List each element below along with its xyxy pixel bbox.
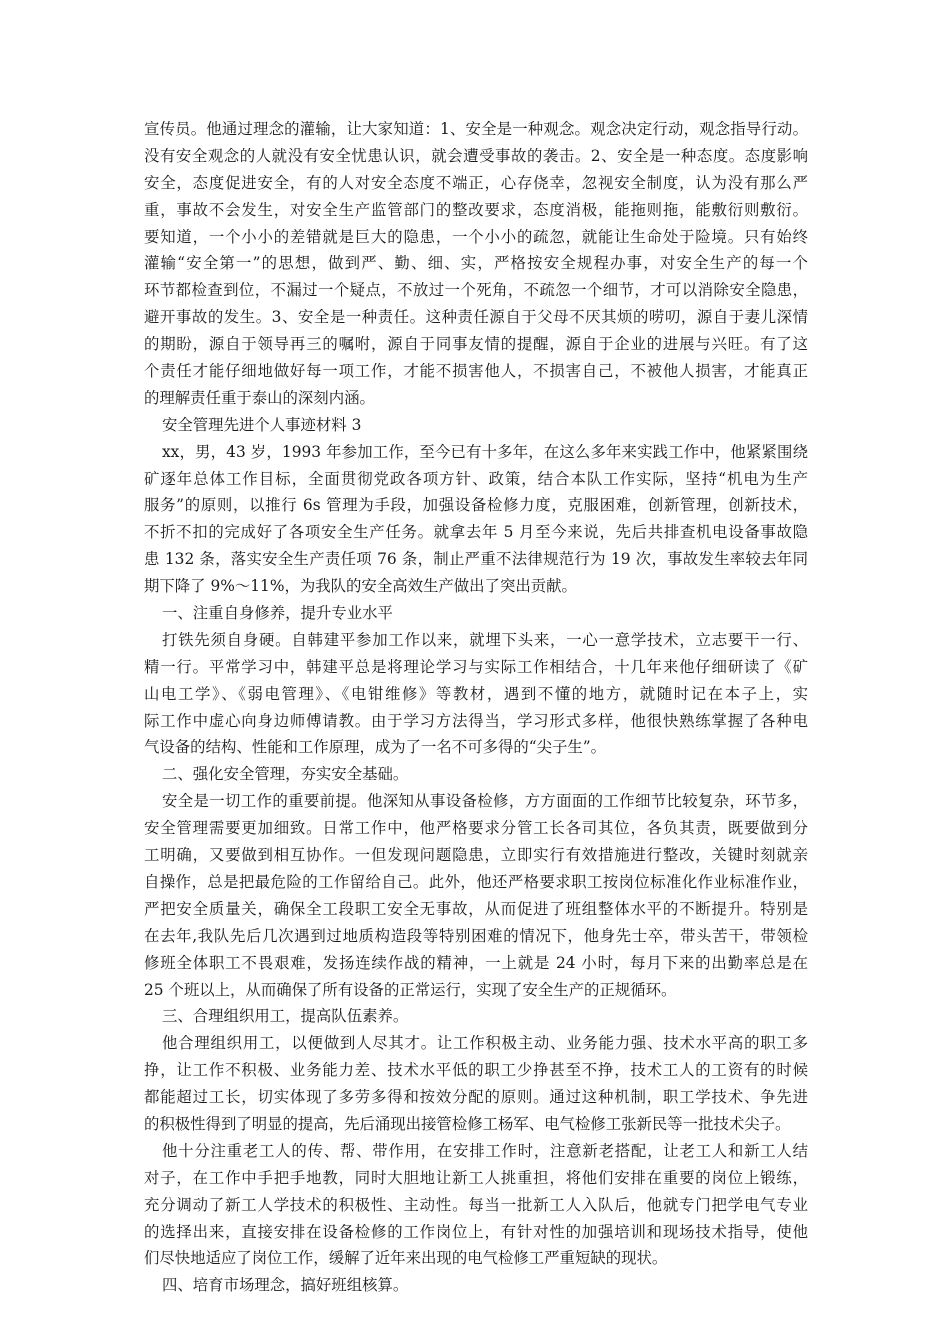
text-line: 没有安全观念的人就没有安全忧患认识，就会遭受事故的袭击。2、安全是一种态度。态度影响 xyxy=(144,146,808,165)
text-line: 的理解责任重于泰山的深刻内涵。 xyxy=(144,388,375,407)
text-line: 们尽快地适应了岗位工作，缓解了近年来出现的电气检修工严重短缺的现状。 xyxy=(144,1249,668,1268)
text-line: 充分调动了新工人学技术的积极性、主动性。每当一批新工人入队后，他就专门把学电气专业 xyxy=(144,1195,808,1214)
text-line: 个责任才能仔细地做好每一项工作，才能不损害他人，不损害自己，不被他人损害，才能真正 xyxy=(144,362,808,381)
text-line: 在去年,我队先后几次遇到过地质构造段等特别困难的情况下，他身先士卒，带头苦干，带领检 xyxy=(144,926,808,945)
text-line: 环节都检查到位，不漏过一个疑点，不放过一个死角，不疏忽一个细节，才可以消除安全隐患， xyxy=(144,281,808,300)
text-line: 安全管理先进个人事迹材料 3 xyxy=(162,415,362,434)
text-line: 对子，在工作中手把手地教，同时大胆地让新工人挑重担，将他们安排在重要的岗位上锻练， xyxy=(144,1168,808,1187)
text-line: 期下降了 9%～11%，为我队的安全高效生产做出了突出贡献。 xyxy=(144,577,577,596)
text-line: 修班全体职工不畏艰难，发扬连续作战的精神，一上就是 24 小时，每月下来的出勤率总是在 xyxy=(144,953,808,972)
text-line: 都能超过工长，切实体现了多劳多得和按效分配的原则。通过这种机制，职工学技术、争先进 xyxy=(144,1088,808,1107)
text-line: 服务”的原则，以推行 6s 管理为手段，加强设备检修力度，克服困难，创新管理，创新技术， xyxy=(144,496,808,515)
text-line: 矿逐年总体工作目标，全面贯彻党政各项方针、政策，结合本队工作实际，坚持“机电为生产 xyxy=(144,469,808,488)
text-line: 安全管理需要更加细致。日常工作中，他严格要求分管工长各司其位，各负其责，既要做到分 xyxy=(144,819,808,838)
text-line: 严把安全质量关，确保全工段职工安全无事故，从而促进了班组整体水平的不断提升。特别是 xyxy=(144,899,808,918)
text-line: 自操作，总是把最危险的工作留给自己。此外，他还严格要求职工按岗位标准化作业标准作业， xyxy=(144,872,808,891)
text-line: 山电工学》、《弱电管理》、《电钳维修》等教材，遇到不懂的地方，就随时记在本子上，实 xyxy=(144,684,808,703)
text-line: 工明确，又要做到相互协作。一但发现问题隐患，立即实行有效措施进行整改，关键时刻就亲 xyxy=(144,846,808,865)
text-line: 宣传员。他通过理念的灌输，让大家知道：1、安全是一种观念。观念决定行动，观念指导行动。 xyxy=(144,120,808,138)
text-line: 的选择出来，直接安排在设备检修的工作岗位上，有针对性的加强培训和现场技术指导，使他 xyxy=(144,1222,808,1241)
text-line: 二、强化安全管理，夯实安全基础。 xyxy=(162,765,409,784)
text-line: 25 个班以上，从而确保了所有设备的正常运行，实现了安全生产的正规循环。 xyxy=(144,980,677,999)
text-line: 患 132 条，落实安全生产责任项 76 条，制止严重不法律规范行为 19 次，事故发生率较去年同 xyxy=(144,550,808,569)
text-line: 气设备的结构、性能和工作原理，成为了一名不可多得的“尖子生”。 xyxy=(144,738,607,757)
document-page xyxy=(144,116,808,1299)
text-line: 四、培育市场理念，搞好班组核算。 xyxy=(162,1276,409,1295)
text-line: 际工作中虚心向身边师傅请教。由于学习方法得当，学习形式多样，他很快熟练掌握了各种电 xyxy=(144,711,808,730)
text-line: 的期盼，源自于领导再三的嘱咐，源自于同事友情的提醒，源自于企业的进展与兴旺。有了这 xyxy=(144,335,808,354)
text-line: 精一行。平常学习中，韩建平总是将理论学习与实际工作相结合，十几年来他仔细研读了《矿 xyxy=(144,657,808,676)
text-line: 重，事故不会发生，对安全生产监管部门的整改要求，态度消极，能拖则拖，能敷衍则敷衍。 xyxy=(144,200,808,219)
text-line: 三、合理组织用工，提高队伍素养。 xyxy=(162,1007,409,1026)
text-line: 不折不扣的完成好了各项安全生产任务。就拿去年 5 月至今来说，先后共排查机电设备事故隐 xyxy=(144,523,808,542)
text-line: 他十分注重老工人的传、帮、带作用，在安排工作时，注意新老搭配，让老工人和新工人结 xyxy=(162,1141,808,1160)
text-line: 避开事故的发生。3、安全是一种责任。这种责任源自于父母不厌其烦的唠叨，源自于妻儿深情 xyxy=(144,308,808,327)
text-line: xx，男，43 岁，1993 年参加工作，至今已有十多年，在这么多年来实践工作中，他紧紧围绕 xyxy=(162,442,808,461)
text-line: 要知道，一个小小的差错就是巨大的隐患，一个小小的疏忽，就能让生命处于险境。只有始终 xyxy=(144,227,808,246)
text-line: 安全是一切工作的重要前提。他深知从事设备检修，方方面面的工作细节比较复杂，环节多， xyxy=(162,792,808,811)
text-line: 的积极性得到了明显的提高，先后涌现出接管检修工杨军、电气检修工张新民等一批技术尖子。 xyxy=(144,1114,791,1133)
text-line: 灌输“安全第一”的思想，做到严、勤、细、实，严格按安全规程办事，对安全生产的每一个 xyxy=(144,254,808,273)
text-line: 一、注重自身修养，提升专业水平 xyxy=(162,604,393,623)
text-line: 安全，态度促进安全，有的人对安全态度不端正，心存侥幸，忽视安全制度，认为没有那么严 xyxy=(144,173,808,192)
text-line: 挣，让工作不积极、业务能力差、技术水平低的职工少挣甚至不挣，技术工人的工资有的时候 xyxy=(144,1061,808,1080)
text-line: 他合理组织用工，以便做到人尽其才。让工作积极主动、业务能力强、技术水平高的职工多 xyxy=(162,1034,808,1053)
text-line: 打铁先须自身硬。自韩建平参加工作以来，就埋下头来，一心一意学技术，立志要干一行、 xyxy=(162,630,808,649)
